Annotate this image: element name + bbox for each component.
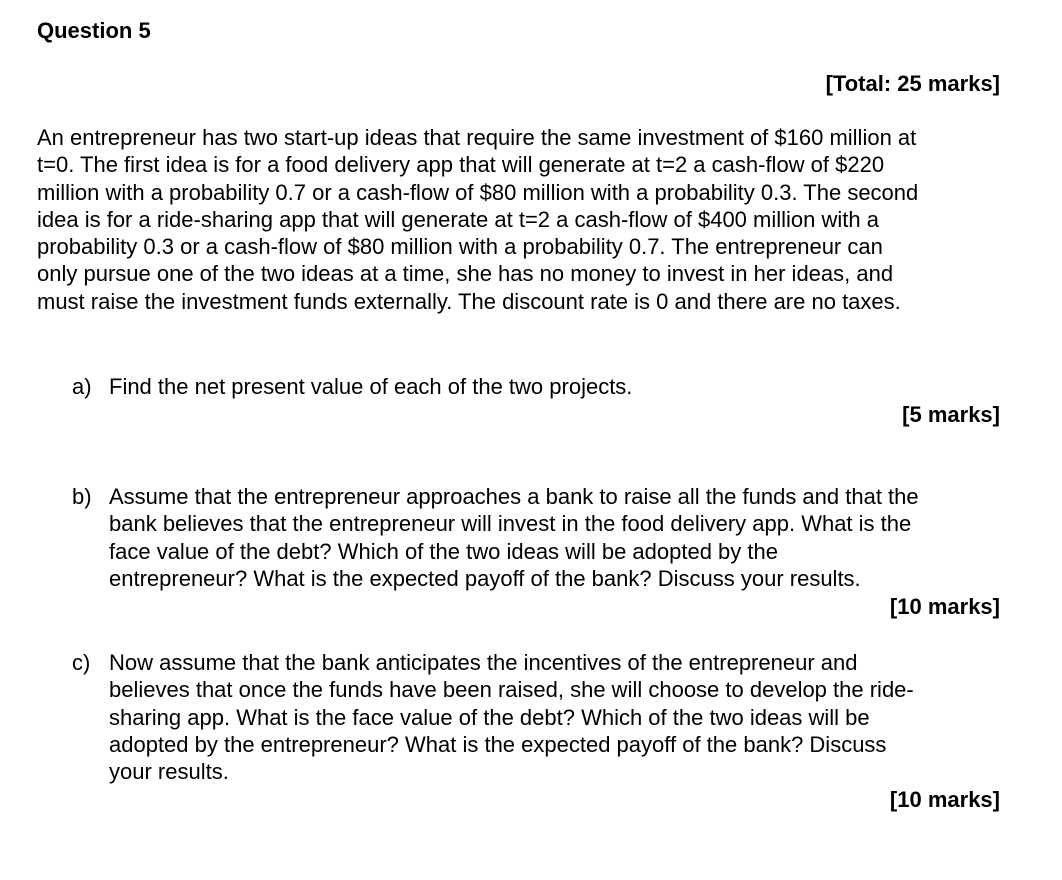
intro-line: probability 0.3 or a cash-flow of $80 million with a probability 0.7. The entrepreneur can xyxy=(37,234,883,260)
intro-line: only pursue one of the two ideas at a time, she has no money to invest in her ideas, and xyxy=(37,261,894,287)
part-b-label: b) xyxy=(72,484,92,509)
part-line: believes that once the funds have been raised, she will choose to develop the ride- xyxy=(109,677,914,703)
part-line: Assume that the entrepreneur approaches a bank to raise all the funds and that the xyxy=(109,484,919,509)
question-intro xyxy=(37,124,1007,315)
total-marks: [Total: 25 marks] xyxy=(825,71,1000,96)
part-line: bank believes that the entrepreneur will invest in the food delivery app. What is the xyxy=(109,511,912,537)
intro-line: must raise the investment funds externally. The discount rate is 0 and there are no taxes. xyxy=(37,288,901,314)
part-line: sharing app. What is the face value of the debt? Which of the two ideas will be xyxy=(109,704,870,730)
part-b-marks: [10 marks] xyxy=(889,594,1000,619)
part-a-label: a) xyxy=(72,374,92,399)
part-b-text xyxy=(109,483,1002,592)
part-line: your results. xyxy=(109,759,229,785)
part-line: entrepreneur? What is the expected payoff of the bank? Discuss your results. xyxy=(109,565,861,591)
part-c xyxy=(72,649,1002,785)
part-line: Find the net present value of each of the two projects. xyxy=(109,374,633,399)
part-line: face value of the debt? Which of the two ideas will be adopted by the xyxy=(109,538,778,564)
part-c-marks: [10 marks] xyxy=(889,787,1000,812)
part-a xyxy=(72,373,1002,400)
intro-line: idea is for a ride-sharing app that will generate at t=2 a cash-flow of $400 million with a xyxy=(37,206,879,232)
part-a-marks: [5 marks] xyxy=(902,402,1000,427)
part-b xyxy=(72,483,1002,592)
part-line: adopted by the entrepreneur? What is the expected payoff of the bank? Discuss xyxy=(109,731,887,757)
intro-line: An entrepreneur has two start-up ideas that require the same investment of $160 million at xyxy=(37,125,917,150)
intro-line: million with a probability 0.7 or a cash-flow of $80 million with a probability 0.3. The second xyxy=(37,179,919,205)
part-c-label: c) xyxy=(72,650,91,675)
question-title: Question 5 xyxy=(37,18,151,43)
part-c-text xyxy=(109,649,1002,785)
part-line: Now assume that the bank anticipates the incentives of the entrepreneur and xyxy=(109,650,858,675)
part-a-text xyxy=(109,373,1002,400)
intro-line: t=0. The first idea is for a food delivery app that will generate at t=2 a cash-flow of $220 xyxy=(37,152,885,178)
